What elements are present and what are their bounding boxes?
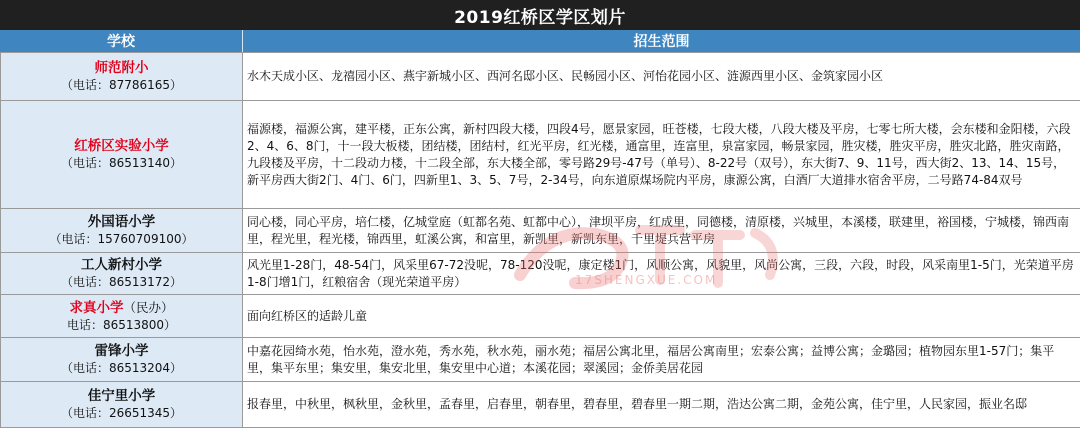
table-row [1, 253, 1080, 295]
range-cell: 水木天成小区、龙禧园小区、燕宇新城小区、西河名邸小区、民畅园小区、河怡花园小区、涟源西里小区、金筑家园小区 [243, 53, 1080, 101]
school-cell [1, 209, 243, 253]
column-header-school: 学校 [0, 30, 243, 52]
table-row [1, 382, 1080, 428]
school-name: 师范附小 [94, 60, 149, 76]
school-cell [1, 53, 243, 101]
school-phone: 电话：86513800） [66, 317, 177, 332]
range-cell: 中嘉花园绮水苑，怡水苑，澄水苑，秀水苑，秋水苑，丽水苑；福居公寓北里，福居公寓南里；宏泰公寓；益博公寓；金璐园；植物园东里1-57门；集平里，集平东里；集安里，集安北里，集安里中心道；本溪花园；翠溪园；金侨美居花园 [243, 338, 1080, 382]
school-phone: （电话：26651345） [60, 406, 183, 420]
table-row [1, 338, 1080, 382]
range-cell: 面向红桥区的适龄儿童 [243, 295, 1080, 338]
range-cell: 同心楼，同心平房，培仁楼，亿城堂庭（虹都名苑、虹都中心），津坝平房，红成里，同德楼，清原楼，兴城里，本溪楼，联建里，裕国楼，宁城楼，锦西南里，程光里，程光楼，锦西里，虹溪公寓，和富里，新凯里，新凯东里，千里堤兵营平房 [243, 209, 1080, 253]
school-name: 红桥区实验小学 [74, 138, 169, 154]
school-cell [1, 253, 243, 295]
table-header [0, 30, 1080, 52]
school-phone: （电话：15760709100） [49, 232, 194, 246]
school-cell [1, 101, 243, 209]
range-cell: 报春里，中秋里，枫秋里，金秋里，孟春里，启春里，朝春里，碧春里，碧春里一期二期，浩达公寓二期，金苑公寓，佳宁里，人民家园，振业名邸 [243, 382, 1080, 428]
school-cell [1, 295, 243, 338]
table-row [1, 101, 1080, 209]
watermark-text: 17SHENGXUE.COM [575, 273, 718, 287]
school-phone: （电话：86513204） [60, 361, 183, 375]
table-row [1, 295, 1080, 338]
school-phone: （电话：86513172） [60, 275, 183, 289]
school-phone: （电话：87786165） [60, 78, 183, 92]
school-name: 工人新村小学 [81, 257, 162, 273]
school-name: 雷锋小学 [94, 343, 149, 359]
page-title: 2019红桥区学区划片 [0, 0, 1080, 30]
table-row [1, 53, 1080, 101]
school-cell [1, 382, 243, 428]
school-phone: （电话：86513140） [60, 156, 183, 170]
range-cell: 风光里1-28门，48-54门，风采里67-72没呢，78-120没呢，康定楼1门，风顺公寓，风貌里，风尚公寓，三段，六段，时段，风采南里1-5门，光荣道平房1-8门增1门，红粮宿舍（现光荣道平房） [243, 253, 1080, 295]
range-cell: 福源楼，福源公寓，建平楼，正东公寓，新村四段大楼，四段4号，愿景家园，旺苍楼，七段大楼，八段大楼及平房，七零七所大楼，会东楼和金阳楼，六段2、4、6、8门，十一段大板楼，团结楼，团结村，红光平房，红光楼，通富里，连富里，泉富家园，畅景家园，胜灾楼，胜灾平房，胜灾北路，胜灾南路，九段楼及平房，十二段动力楼，十二段全部，东大楼全部，零号路29号-47号（单号）、8-22号（双号），东大街7、9、11号，西大街2、13、14、15号，新平房西大街2门、4门、6门，四新里1、3、5、7号，2-34号，向东道原煤场院内平房，康源公寓，白酒厂大道排水宿舍平房，二号路74-84双号 [243, 101, 1080, 209]
table-row [1, 209, 1080, 253]
school-name: 外国语小学 [87, 214, 156, 230]
school-cell [1, 338, 243, 382]
district-table [0, 52, 1080, 428]
school-name: 求真小学 [69, 299, 124, 316]
column-header-range: 招生范围 [633, 34, 690, 50]
school-name: 佳宁里小学 [87, 388, 156, 404]
school-note: （民办） [123, 299, 174, 315]
